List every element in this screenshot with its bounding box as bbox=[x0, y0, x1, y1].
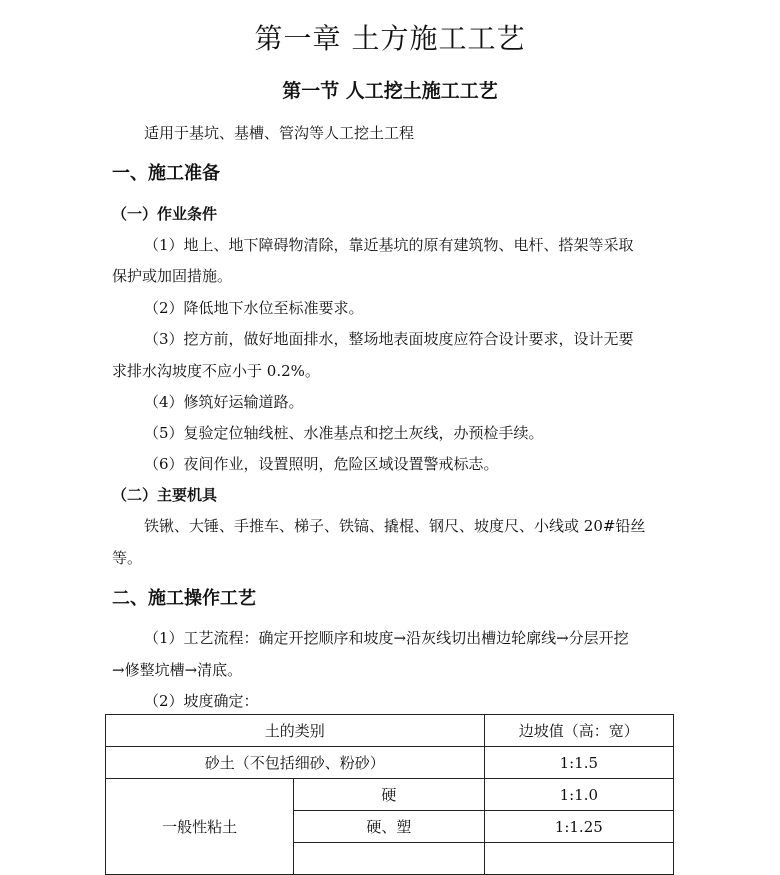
table-cell bbox=[484, 843, 673, 875]
condition-item-5: （5）复验定位轴线桩、水准基点和挖土灰线，办预检手续。 bbox=[144, 424, 544, 442]
table-cell: 1:1.25 bbox=[484, 811, 673, 843]
intro-text: 适用于基坑、基槽、管沟等人工挖土工程 bbox=[144, 124, 415, 142]
process-item-1-line1: （1）工艺流程：确定开挖顺序和坡度→沿灰线切出槽边轮廓线→分层开挖 bbox=[144, 629, 629, 647]
process-item-1-line2: →修整坑槽→清底。 bbox=[112, 661, 243, 679]
table-cell: 硬 bbox=[294, 779, 484, 811]
condition-item-3-line1: （3）挖方前，做好地面排水，整场地表面坡度应符合设计要求，设计无要 bbox=[144, 330, 634, 348]
condition-item-4: （4）修筑好运输道路。 bbox=[144, 393, 304, 411]
table-cell: 硬、塑 bbox=[294, 811, 484, 843]
sub2-heading: （二）主要机具 bbox=[112, 486, 218, 504]
sub1-heading: （一）作业条件 bbox=[112, 205, 218, 223]
part1-heading: 一、施工准备 bbox=[112, 163, 220, 184]
table-cell: 砂土（不包括细砂、粉砂） bbox=[106, 747, 485, 779]
condition-item-2: （2）降低地下水位至标准要求。 bbox=[144, 299, 364, 317]
chapter-title: 第一章 土方施工工艺 bbox=[254, 22, 526, 55]
condition-item-6: （6）夜间作业，设置照明，危险区域设置警戒标志。 bbox=[144, 455, 499, 473]
table-row bbox=[106, 779, 674, 811]
header-slope-value: 边坡值（高：宽） bbox=[484, 715, 673, 747]
condition-item-3-line2: 求排水沟坡度不应小于 0.2%。 bbox=[112, 362, 320, 380]
tools-line1: 铁锹、大锤、手推车、梯子、铁镐、撬棍、钢尺、坡度尺、小线或 20#铅丝 bbox=[144, 517, 646, 535]
header-soil-type: 土的类别 bbox=[106, 715, 485, 747]
condition-item-1-line2: 保护或加固措施。 bbox=[112, 267, 233, 285]
table-header-row bbox=[106, 715, 674, 747]
part2-heading: 二、施工操作工艺 bbox=[112, 588, 256, 609]
table-group-cell: 一般性粘土 bbox=[106, 779, 294, 875]
section-title: 第一节 人工挖土施工工艺 bbox=[282, 80, 498, 102]
table-cell bbox=[294, 843, 484, 875]
slope-table bbox=[105, 714, 674, 875]
table-cell: 1:1.5 bbox=[484, 747, 673, 779]
table-cell: 1:1.0 bbox=[484, 779, 673, 811]
process-item-2: （2）坡度确定： bbox=[144, 692, 259, 710]
table-row bbox=[106, 747, 674, 779]
tools-line2: 等。 bbox=[112, 549, 143, 567]
condition-item-1-line1: （1）地上、地下障碍物清除，靠近基坑的原有建筑物、电杆、搭架等采取 bbox=[144, 236, 634, 254]
